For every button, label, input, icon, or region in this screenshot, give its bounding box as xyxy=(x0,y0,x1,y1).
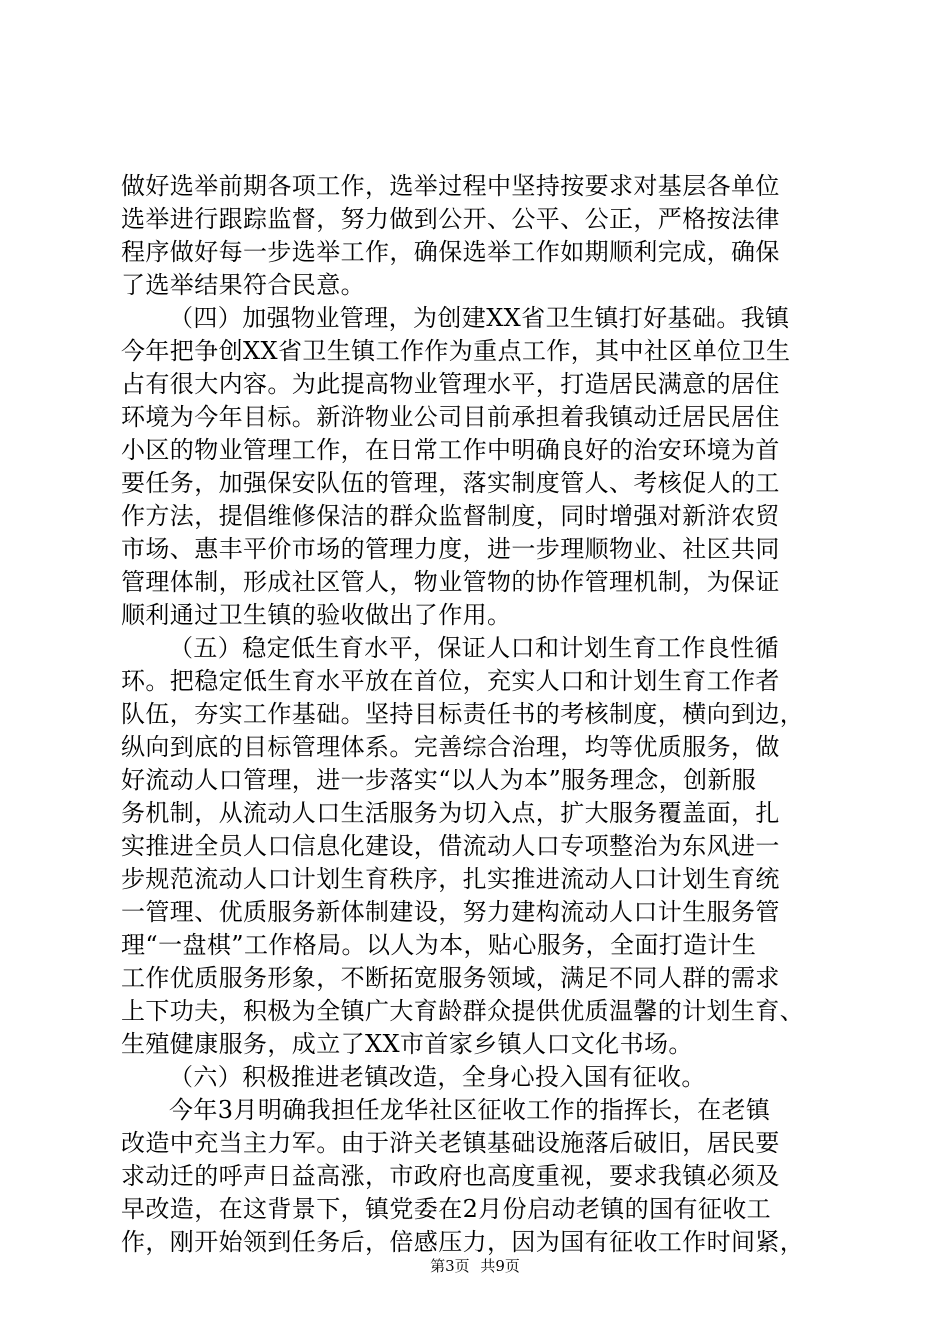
text-line: 好流动人口管理，进一步落实“以人为本”服务理念，创新服 xyxy=(121,766,757,794)
text-line: 管理体制，形成社区管人，物业管物的协作管理机制，为保证 xyxy=(121,568,780,596)
text-line: 理“一盘棋”工作格局。以人为本，贴心服务，全面打造计生 xyxy=(121,931,757,959)
text-line: 队伍，夯实工作基础。坚持目标责任书的考核制度，横向到边， xyxy=(121,700,805,728)
text-line: 市场、惠丰平价市场的管理力度，进一步理顺物业、社区共同 xyxy=(121,535,780,563)
text-line: （五）稳定低生育水平，保证人口和计划生育工作良性循 xyxy=(169,634,779,662)
page-footer xyxy=(0,1255,950,1276)
text-line: 了选举结果符合民意。 xyxy=(121,271,365,299)
text-line: 占有很大内容。为此提高物业管理水平，打造居民满意的居住 xyxy=(121,370,780,398)
text-line: 求动迁的呼声日益高涨，市政府也高度重视，要求我镇必须及 xyxy=(121,1162,780,1190)
text-line: 作方法，提倡维修保洁的群众监督制度，同时增强对新浒农贸 xyxy=(121,502,780,530)
text-line: 改造中充当主力军。由于浒关老镇基础设施落后破旧，居民要 xyxy=(121,1129,780,1157)
text-line: 实推进全员人口信息化建设，借流动人口专项整治为东风进一 xyxy=(121,832,780,860)
text-line: 今年3月明确我担任龙华社区征收工作的指挥长，在老镇 xyxy=(169,1096,771,1124)
text-line: 作，刚开始领到任务后，倍感压力，因为国有征收工作时间紧， xyxy=(121,1228,805,1256)
text-line: 上下功夫，积极为全镇广大育龄群众提供优质温馨的计划生育、 xyxy=(121,997,805,1025)
text-line: 程序做好每一步选举工作，确保选举工作如期顺利完成，确保 xyxy=(121,238,780,266)
text-line: 一管理、优质服务新体制建设，努力建构流动人口计生服务管 xyxy=(121,898,780,926)
text-line: 要任务，加强保安队伍的管理，落实制度管人、考核促人的工 xyxy=(121,469,780,497)
page-total: 共9页 xyxy=(480,1257,520,1275)
text-line: 环境为今年目标。新浒物业公司目前承担着我镇动迁居民居住 xyxy=(121,403,780,431)
page-number: 第3页 xyxy=(430,1257,470,1275)
text-line: （六）积极推进老镇改造，全身心投入国有征收。 xyxy=(169,1063,706,1091)
text-line: 小区的物业管理工作，在日常工作中明确良好的治安环境为首 xyxy=(121,436,780,464)
text-line: 步规范流动人口计划生育秩序，扎实推进流动人口计划生育统 xyxy=(121,865,780,893)
text-line: 环。把稳定低生育水平放在首位，充实人口和计划生育工作者 xyxy=(121,667,780,695)
text-line: 务机制，从流动人口生活服务为切入点，扩大服务覆盖面，扎 xyxy=(121,799,780,827)
text-line: 做好选举前期各项工作，选举过程中坚持按要求对基层各单位 xyxy=(121,172,780,200)
text-line: 纵向到底的目标管理体系。完善综合治理，均等优质服务，做 xyxy=(121,733,780,761)
text-line: 早改造，在这背景下，镇党委在2月份启动老镇的国有征收工 xyxy=(121,1195,772,1223)
text-line: 工作优质服务形象，不断拓宽服务领域，满足不同人群的需求 xyxy=(121,964,780,992)
text-line: 今年把争创XX省卫生镇工作作为重点工作，其中社区单位卫生 xyxy=(121,337,791,365)
text-line: （四）加强物业管理，为创建XX省卫生镇打好基础。我镇 xyxy=(169,304,790,332)
text-line: 顺利通过卫生镇的验收做出了作用。 xyxy=(121,601,512,629)
text-line: 选举进行跟踪监督，努力做到公开、公平、公正，严格按法律 xyxy=(121,205,780,233)
document-body xyxy=(121,170,831,1259)
text-line: 生殖健康服务，成立了XX市首家乡镇人口文化书场。 xyxy=(121,1030,693,1058)
